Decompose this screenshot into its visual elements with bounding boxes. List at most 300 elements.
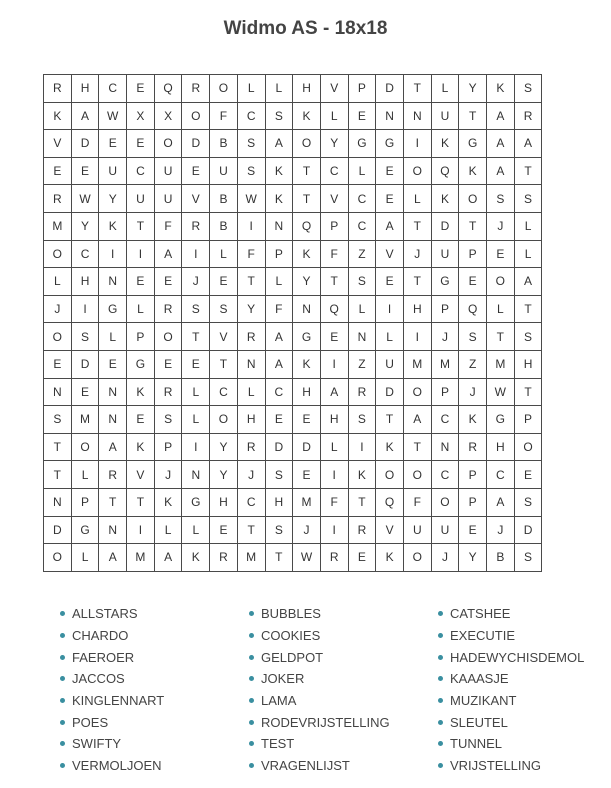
grid-cell[interactable]: K — [431, 130, 459, 158]
grid-cell[interactable]: E — [320, 323, 348, 351]
grid-cell[interactable]: Q — [376, 488, 404, 516]
grid-cell[interactable]: E — [514, 461, 542, 489]
grid-cell[interactable]: H — [237, 406, 265, 434]
grid-cell[interactable]: S — [71, 323, 99, 351]
grid-cell[interactable]: E — [376, 185, 404, 213]
grid-cell[interactable]: U — [431, 516, 459, 544]
grid-cell[interactable]: H — [210, 488, 238, 516]
grid-cell[interactable]: R — [348, 516, 376, 544]
grid-cell[interactable]: E — [376, 157, 404, 185]
grid-cell[interactable]: O — [154, 130, 182, 158]
grid-cell[interactable]: E — [44, 157, 72, 185]
grid-cell[interactable]: U — [403, 516, 431, 544]
grid-cell[interactable]: L — [154, 516, 182, 544]
grid-cell[interactable]: E — [487, 240, 515, 268]
grid-cell[interactable]: U — [376, 350, 404, 378]
grid-cell[interactable]: T — [127, 212, 155, 240]
grid-cell[interactable]: T — [403, 433, 431, 461]
grid-cell[interactable]: A — [487, 102, 515, 130]
grid-cell[interactable]: J — [459, 378, 487, 406]
grid-cell[interactable]: Q — [459, 295, 487, 323]
grid-cell[interactable]: B — [210, 212, 238, 240]
grid-cell[interactable]: Y — [293, 268, 321, 296]
grid-cell[interactable]: L — [514, 212, 542, 240]
grid-cell[interactable]: A — [265, 350, 293, 378]
grid-cell[interactable]: K — [127, 378, 155, 406]
grid-cell[interactable]: J — [487, 516, 515, 544]
grid-cell[interactable]: I — [127, 516, 155, 544]
grid-cell[interactable]: X — [127, 102, 155, 130]
grid-cell[interactable]: T — [265, 544, 293, 572]
grid-cell[interactable]: I — [403, 323, 431, 351]
grid-cell[interactable]: P — [431, 378, 459, 406]
grid-cell[interactable]: I — [182, 433, 210, 461]
grid-cell[interactable]: O — [210, 75, 238, 103]
grid-cell[interactable]: C — [431, 461, 459, 489]
grid-cell[interactable]: L — [320, 102, 348, 130]
grid-cell[interactable]: J — [237, 461, 265, 489]
grid-cell[interactable]: L — [210, 240, 238, 268]
grid-cell[interactable]: H — [71, 268, 99, 296]
grid-cell[interactable]: I — [71, 295, 99, 323]
grid-cell[interactable]: E — [44, 350, 72, 378]
grid-cell[interactable]: N — [237, 350, 265, 378]
grid-cell[interactable]: S — [514, 323, 542, 351]
grid-cell[interactable]: E — [182, 157, 210, 185]
grid-cell[interactable]: C — [210, 378, 238, 406]
grid-cell[interactable]: L — [237, 75, 265, 103]
grid-cell[interactable]: K — [154, 488, 182, 516]
grid-cell[interactable]: D — [265, 433, 293, 461]
grid-cell[interactable]: S — [514, 488, 542, 516]
grid-cell[interactable]: Z — [459, 350, 487, 378]
grid-cell[interactable]: L — [71, 461, 99, 489]
grid-cell[interactable]: U — [99, 157, 127, 185]
grid-cell[interactable]: B — [487, 544, 515, 572]
grid-cell[interactable]: B — [210, 185, 238, 213]
grid-cell[interactable]: Y — [71, 212, 99, 240]
grid-cell[interactable]: K — [431, 185, 459, 213]
grid-cell[interactable]: H — [487, 433, 515, 461]
grid-cell[interactable]: N — [348, 323, 376, 351]
grid-cell[interactable]: I — [403, 130, 431, 158]
grid-cell[interactable]: G — [293, 323, 321, 351]
grid-cell[interactable]: A — [514, 130, 542, 158]
grid-cell[interactable]: W — [237, 185, 265, 213]
grid-cell[interactable]: R — [459, 433, 487, 461]
grid-cell[interactable]: T — [514, 378, 542, 406]
grid-cell[interactable]: A — [514, 268, 542, 296]
grid-cell[interactable]: U — [431, 102, 459, 130]
grid-cell[interactable]: K — [459, 157, 487, 185]
grid-cell[interactable]: S — [514, 544, 542, 572]
grid-cell[interactable]: W — [293, 544, 321, 572]
grid-cell[interactable]: W — [487, 378, 515, 406]
grid-cell[interactable]: N — [293, 295, 321, 323]
grid-cell[interactable]: O — [44, 240, 72, 268]
grid-cell[interactable]: L — [431, 75, 459, 103]
grid-cell[interactable]: E — [376, 268, 404, 296]
grid-cell[interactable]: P — [71, 488, 99, 516]
grid-cell[interactable]: C — [348, 212, 376, 240]
grid-cell[interactable]: G — [376, 130, 404, 158]
grid-cell[interactable]: V — [320, 185, 348, 213]
grid-cell[interactable]: D — [376, 378, 404, 406]
grid-cell[interactable]: M — [44, 212, 72, 240]
grid-cell[interactable]: Y — [459, 544, 487, 572]
grid-cell[interactable]: H — [293, 75, 321, 103]
grid-cell[interactable]: C — [487, 461, 515, 489]
grid-cell[interactable]: T — [403, 268, 431, 296]
grid-cell[interactable]: T — [514, 295, 542, 323]
grid-cell[interactable]: P — [459, 461, 487, 489]
grid-cell[interactable]: G — [431, 268, 459, 296]
grid-cell[interactable]: E — [293, 461, 321, 489]
grid-cell[interactable]: D — [293, 433, 321, 461]
grid-cell[interactable]: D — [431, 212, 459, 240]
grid-cell[interactable]: H — [71, 75, 99, 103]
grid-cell[interactable]: L — [71, 544, 99, 572]
grid-cell[interactable]: V — [376, 516, 404, 544]
grid-cell[interactable]: K — [459, 406, 487, 434]
grid-cell[interactable]: O — [210, 406, 238, 434]
grid-cell[interactable]: G — [487, 406, 515, 434]
grid-cell[interactable]: T — [127, 488, 155, 516]
grid-cell[interactable]: L — [403, 185, 431, 213]
grid-cell[interactable]: V — [376, 240, 404, 268]
grid-cell[interactable]: H — [320, 406, 348, 434]
grid-cell[interactable]: P — [154, 433, 182, 461]
grid-cell[interactable]: O — [44, 544, 72, 572]
grid-cell[interactable]: U — [210, 157, 238, 185]
grid-cell[interactable]: K — [127, 433, 155, 461]
grid-cell[interactable]: L — [265, 75, 293, 103]
grid-cell[interactable]: V — [182, 185, 210, 213]
grid-cell[interactable]: H — [265, 488, 293, 516]
grid-cell[interactable]: I — [127, 240, 155, 268]
grid-cell[interactable]: Y — [320, 130, 348, 158]
grid-cell[interactable]: S — [514, 185, 542, 213]
grid-cell[interactable]: L — [348, 157, 376, 185]
grid-cell[interactable]: R — [237, 323, 265, 351]
grid-cell[interactable]: D — [71, 130, 99, 158]
grid-cell[interactable]: A — [99, 544, 127, 572]
grid-cell[interactable]: E — [127, 406, 155, 434]
grid-cell[interactable]: C — [237, 488, 265, 516]
grid-cell[interactable]: H — [514, 350, 542, 378]
grid-cell[interactable]: S — [237, 130, 265, 158]
grid-cell[interactable]: O — [376, 461, 404, 489]
grid-cell[interactable]: V — [44, 130, 72, 158]
grid-cell[interactable]: Y — [459, 75, 487, 103]
grid-cell[interactable]: M — [403, 350, 431, 378]
grid-cell[interactable]: Q — [154, 75, 182, 103]
grid-cell[interactable]: G — [182, 488, 210, 516]
grid-cell[interactable]: U — [154, 185, 182, 213]
grid-cell[interactable]: E — [99, 350, 127, 378]
grid-cell[interactable]: E — [293, 406, 321, 434]
grid-cell[interactable]: T — [348, 488, 376, 516]
grid-cell[interactable]: K — [265, 185, 293, 213]
grid-cell[interactable]: A — [403, 406, 431, 434]
grid-cell[interactable]: T — [376, 406, 404, 434]
grid-cell[interactable]: F — [320, 240, 348, 268]
grid-cell[interactable]: N — [403, 102, 431, 130]
grid-cell[interactable]: F — [320, 488, 348, 516]
grid-cell[interactable]: K — [99, 212, 127, 240]
grid-cell[interactable]: P — [320, 212, 348, 240]
grid-cell[interactable]: S — [348, 268, 376, 296]
grid-cell[interactable]: P — [514, 406, 542, 434]
grid-cell[interactable]: T — [237, 268, 265, 296]
grid-cell[interactable]: L — [376, 323, 404, 351]
grid-cell[interactable]: S — [265, 461, 293, 489]
grid-cell[interactable]: Z — [348, 350, 376, 378]
grid-cell[interactable]: T — [514, 157, 542, 185]
grid-cell[interactable]: J — [403, 240, 431, 268]
grid-cell[interactable]: M — [71, 406, 99, 434]
grid-cell[interactable]: E — [210, 268, 238, 296]
grid-cell[interactable]: C — [99, 75, 127, 103]
grid-cell[interactable]: K — [265, 157, 293, 185]
grid-cell[interactable]: J — [293, 516, 321, 544]
grid-cell[interactable]: L — [182, 406, 210, 434]
grid-cell[interactable]: C — [320, 157, 348, 185]
grid-cell[interactable]: T — [293, 185, 321, 213]
grid-cell[interactable]: K — [182, 544, 210, 572]
grid-cell[interactable]: L — [182, 378, 210, 406]
grid-cell[interactable]: R — [99, 461, 127, 489]
grid-cell[interactable]: Q — [293, 212, 321, 240]
grid-cell[interactable]: N — [44, 378, 72, 406]
grid-cell[interactable]: W — [99, 102, 127, 130]
grid-cell[interactable]: O — [71, 433, 99, 461]
grid-cell[interactable]: O — [182, 102, 210, 130]
grid-cell[interactable]: I — [99, 240, 127, 268]
grid-cell[interactable]: P — [348, 75, 376, 103]
grid-cell[interactable]: A — [265, 130, 293, 158]
grid-cell[interactable]: R — [44, 75, 72, 103]
grid-cell[interactable]: V — [320, 75, 348, 103]
grid-cell[interactable]: E — [154, 268, 182, 296]
grid-cell[interactable]: N — [99, 406, 127, 434]
grid-cell[interactable]: J — [44, 295, 72, 323]
grid-cell[interactable]: F — [403, 488, 431, 516]
grid-cell[interactable]: M — [127, 544, 155, 572]
grid-cell[interactable]: L — [487, 295, 515, 323]
grid-cell[interactable]: L — [265, 268, 293, 296]
grid-cell[interactable]: F — [265, 295, 293, 323]
grid-cell[interactable]: Q — [320, 295, 348, 323]
grid-cell[interactable]: O — [403, 544, 431, 572]
grid-cell[interactable]: R — [320, 544, 348, 572]
grid-cell[interactable]: H — [403, 295, 431, 323]
grid-cell[interactable]: L — [348, 295, 376, 323]
grid-cell[interactable]: R — [348, 378, 376, 406]
grid-cell[interactable]: A — [487, 130, 515, 158]
grid-cell[interactable]: T — [210, 350, 238, 378]
grid-cell[interactable]: N — [431, 433, 459, 461]
grid-cell[interactable]: K — [293, 350, 321, 378]
grid-cell[interactable]: T — [320, 268, 348, 296]
grid-cell[interactable]: O — [293, 130, 321, 158]
grid-cell[interactable]: Y — [237, 295, 265, 323]
grid-cell[interactable]: Q — [431, 157, 459, 185]
grid-cell[interactable]: A — [154, 240, 182, 268]
grid-cell[interactable]: S — [237, 157, 265, 185]
grid-cell[interactable]: S — [154, 406, 182, 434]
grid-cell[interactable]: N — [265, 212, 293, 240]
grid-cell[interactable]: H — [293, 378, 321, 406]
grid-cell[interactable]: Y — [210, 461, 238, 489]
grid-cell[interactable]: S — [265, 102, 293, 130]
grid-cell[interactable]: R — [182, 75, 210, 103]
grid-cell[interactable]: A — [265, 323, 293, 351]
grid-cell[interactable]: L — [99, 323, 127, 351]
grid-cell[interactable]: O — [44, 323, 72, 351]
grid-cell[interactable]: D — [71, 350, 99, 378]
grid-cell[interactable]: S — [210, 295, 238, 323]
grid-cell[interactable]: J — [431, 323, 459, 351]
grid-cell[interactable]: F — [210, 102, 238, 130]
grid-cell[interactable]: N — [99, 516, 127, 544]
grid-cell[interactable]: S — [44, 406, 72, 434]
grid-cell[interactable]: C — [127, 157, 155, 185]
grid-cell[interactable]: C — [431, 406, 459, 434]
grid-cell[interactable]: W — [71, 185, 99, 213]
grid-cell[interactable]: L — [182, 516, 210, 544]
grid-cell[interactable]: T — [459, 212, 487, 240]
grid-cell[interactable]: S — [487, 185, 515, 213]
grid-cell[interactable]: O — [403, 461, 431, 489]
grid-cell[interactable]: C — [265, 378, 293, 406]
grid-cell[interactable]: G — [459, 130, 487, 158]
grid-cell[interactable]: G — [71, 516, 99, 544]
grid-cell[interactable]: E — [154, 350, 182, 378]
grid-cell[interactable]: A — [154, 544, 182, 572]
grid-cell[interactable]: R — [237, 433, 265, 461]
grid-cell[interactable]: I — [348, 433, 376, 461]
grid-cell[interactable]: T — [44, 433, 72, 461]
grid-cell[interactable]: F — [237, 240, 265, 268]
grid-cell[interactable]: E — [182, 350, 210, 378]
grid-cell[interactable]: I — [320, 516, 348, 544]
grid-cell[interactable]: T — [403, 212, 431, 240]
grid-cell[interactable]: O — [431, 488, 459, 516]
grid-cell[interactable]: P — [265, 240, 293, 268]
grid-cell[interactable]: O — [459, 185, 487, 213]
grid-cell[interactable]: C — [237, 102, 265, 130]
grid-cell[interactable]: D — [514, 516, 542, 544]
grid-cell[interactable]: A — [99, 433, 127, 461]
grid-cell[interactable]: N — [376, 102, 404, 130]
grid-cell[interactable]: R — [514, 102, 542, 130]
grid-cell[interactable]: A — [71, 102, 99, 130]
grid-cell[interactable]: A — [487, 157, 515, 185]
grid-cell[interactable]: A — [487, 488, 515, 516]
grid-cell[interactable]: N — [99, 268, 127, 296]
grid-cell[interactable]: T — [182, 323, 210, 351]
grid-cell[interactable]: T — [237, 516, 265, 544]
grid-cell[interactable]: P — [459, 240, 487, 268]
grid-cell[interactable]: I — [237, 212, 265, 240]
grid-cell[interactable]: G — [127, 350, 155, 378]
grid-cell[interactable]: L — [237, 378, 265, 406]
grid-cell[interactable]: N — [182, 461, 210, 489]
grid-cell[interactable]: D — [182, 130, 210, 158]
grid-cell[interactable]: T — [487, 323, 515, 351]
grid-cell[interactable]: E — [71, 378, 99, 406]
grid-cell[interactable]: S — [348, 406, 376, 434]
grid-cell[interactable]: T — [44, 461, 72, 489]
grid-cell[interactable]: P — [459, 488, 487, 516]
grid-cell[interactable]: L — [127, 295, 155, 323]
grid-cell[interactable]: D — [376, 75, 404, 103]
grid-cell[interactable]: S — [514, 75, 542, 103]
grid-cell[interactable]: B — [210, 130, 238, 158]
grid-cell[interactable]: Z — [348, 240, 376, 268]
grid-cell[interactable]: T — [99, 488, 127, 516]
grid-cell[interactable]: K — [44, 102, 72, 130]
grid-cell[interactable]: E — [71, 157, 99, 185]
grid-cell[interactable]: E — [265, 406, 293, 434]
grid-cell[interactable]: J — [154, 461, 182, 489]
grid-cell[interactable]: G — [348, 130, 376, 158]
grid-cell[interactable]: U — [127, 185, 155, 213]
grid-cell[interactable]: A — [376, 212, 404, 240]
grid-cell[interactable]: M — [293, 488, 321, 516]
grid-cell[interactable]: N — [44, 488, 72, 516]
grid-cell[interactable]: J — [431, 544, 459, 572]
grid-cell[interactable]: V — [210, 323, 238, 351]
grid-cell[interactable]: S — [265, 516, 293, 544]
grid-cell[interactable]: U — [431, 240, 459, 268]
grid-cell[interactable]: I — [376, 295, 404, 323]
grid-cell[interactable]: O — [487, 268, 515, 296]
grid-cell[interactable]: R — [182, 212, 210, 240]
grid-cell[interactable]: R — [210, 544, 238, 572]
grid-cell[interactable]: K — [487, 75, 515, 103]
grid-cell[interactable]: F — [154, 212, 182, 240]
grid-cell[interactable]: J — [487, 212, 515, 240]
grid-cell[interactable]: S — [182, 295, 210, 323]
grid-cell[interactable]: C — [71, 240, 99, 268]
grid-cell[interactable]: C — [348, 185, 376, 213]
grid-cell[interactable]: I — [320, 461, 348, 489]
grid-cell[interactable]: Y — [99, 185, 127, 213]
grid-cell[interactable]: E — [99, 130, 127, 158]
grid-cell[interactable]: R — [44, 185, 72, 213]
grid-cell[interactable]: K — [376, 433, 404, 461]
grid-cell[interactable]: I — [320, 350, 348, 378]
grid-cell[interactable]: T — [293, 157, 321, 185]
grid-cell[interactable]: M — [237, 544, 265, 572]
grid-cell[interactable]: E — [127, 75, 155, 103]
grid-cell[interactable]: M — [431, 350, 459, 378]
grid-cell[interactable]: V — [127, 461, 155, 489]
grid-cell[interactable]: K — [293, 102, 321, 130]
grid-cell[interactable]: U — [154, 157, 182, 185]
grid-cell[interactable]: E — [210, 516, 238, 544]
grid-cell[interactable]: S — [459, 323, 487, 351]
grid-cell[interactable]: L — [514, 240, 542, 268]
grid-cell[interactable]: D — [44, 516, 72, 544]
grid-cell[interactable]: O — [403, 157, 431, 185]
grid-cell[interactable]: O — [514, 433, 542, 461]
grid-cell[interactable]: P — [127, 323, 155, 351]
grid-cell[interactable]: O — [403, 378, 431, 406]
grid-cell[interactable]: E — [348, 544, 376, 572]
